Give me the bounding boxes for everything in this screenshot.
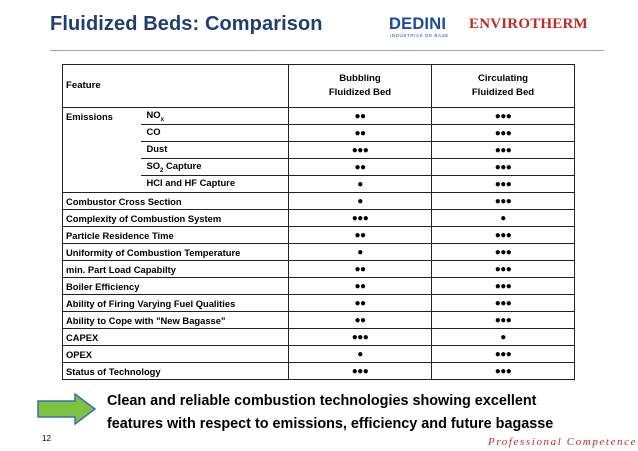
header-circulating-line1: Circulating (477, 73, 529, 84)
table-row (63, 176, 575, 193)
header-bubbling-line2: Fluidized Bed (328, 87, 392, 98)
rating-circulating: ●●● (432, 176, 575, 193)
rating-bubbling: ● (289, 193, 432, 210)
rating-circulating: ● (432, 210, 575, 227)
rating-circulating: ●●● (432, 125, 575, 142)
rating-bubbling: ●●● (289, 142, 432, 159)
rating-bubbling: ●●● (289, 210, 432, 227)
rating-bubbling: ●● (289, 295, 432, 312)
table-row (63, 329, 575, 346)
feature-label: Uniformity of Combustion Temperature (63, 244, 289, 261)
table-row (63, 125, 575, 142)
rating-circulating: ●●● (432, 108, 575, 125)
table-row (63, 278, 575, 295)
rating-circulating: ●●● (432, 363, 575, 380)
emissions-category-cont (63, 159, 141, 176)
rating-circulating: ●●● (432, 142, 575, 159)
rating-circulating: ●●● (432, 312, 575, 329)
rating-bubbling: ●● (289, 227, 432, 244)
table-row (63, 295, 575, 312)
conclusion-line-2: features with respect to emissions, efficiency and future bagasse (107, 416, 554, 432)
table-row (63, 142, 575, 159)
table-row (63, 363, 575, 380)
footer-tagline: Professional Competence (488, 436, 638, 448)
company-logo (389, 15, 604, 43)
header-bubbling-line1: Bubbling (339, 73, 381, 84)
feature-label: Complexity of Combustion System (63, 210, 289, 227)
feature-label: Ability to Cope with "New Bagasse" (63, 312, 289, 329)
table-row (63, 193, 575, 210)
emission-subfeature: $NO_x$ (141, 108, 289, 125)
emissions-category-cont (63, 142, 141, 159)
table-row (63, 108, 575, 125)
rating-circulating: ●●● (432, 159, 575, 176)
logo-subtitle: INDÚSTRIAS DE BASE (390, 33, 449, 38)
table-row (63, 210, 575, 227)
feature-label: Particle Residence Time (63, 227, 289, 244)
header-feature: Feature (63, 65, 289, 108)
rating-bubbling: ●●● (289, 329, 432, 346)
table-row (63, 261, 575, 278)
rating-bubbling: ●● (289, 261, 432, 278)
rating-bubbling: ● (289, 244, 432, 261)
feature-label: Status of Technology (63, 363, 289, 380)
rating-bubbling: ●● (289, 108, 432, 125)
rating-bubbling: ●● (289, 278, 432, 295)
rating-circulating: ●●● (432, 193, 575, 210)
emissions-category-cont (63, 125, 141, 142)
comparison-table (62, 64, 575, 380)
rating-circulating: ●●● (432, 346, 575, 363)
table-row (63, 159, 575, 176)
emission-subfeature: HCl and HF Capture (141, 176, 289, 193)
rating-bubbling: ● (289, 346, 432, 363)
arrow-right-icon (37, 393, 97, 425)
feature-label: Ability of Firing Varying Fuel Qualities (63, 295, 289, 312)
emissions-category: Emissions (63, 108, 141, 125)
feature-label: CAPEX (63, 329, 289, 346)
feature-label: min. Part Load Capabilty (63, 261, 289, 278)
conclusion-line-1: Clean and reliable combustion technologies showing excellent (107, 393, 537, 409)
logo-primary: DEDINI (389, 15, 447, 33)
feature-label: Boiler Efficiency (63, 278, 289, 295)
table-header-row (63, 65, 575, 108)
feature-label: OPEX (63, 346, 289, 363)
rating-circulating: ● (432, 329, 575, 346)
rating-circulating: ●●● (432, 295, 575, 312)
emission-subfeature: $SO_2$ Capture (141, 159, 289, 176)
emission-subfeature: Dust (141, 142, 289, 159)
feature-label: Combustor Cross Section (63, 193, 289, 210)
rating-circulating: ●●● (432, 244, 575, 261)
header-bubbling (289, 65, 432, 108)
table-row (63, 312, 575, 329)
rating-bubbling: ●● (289, 159, 432, 176)
rating-bubbling: ● (289, 176, 432, 193)
conclusion-text (107, 390, 597, 436)
rating-circulating: ●●● (432, 261, 575, 278)
logo-secondary: ENVIROTHERM (469, 16, 588, 32)
rating-bubbling: ●● (289, 125, 432, 142)
table-row (63, 346, 575, 363)
header-circulating (432, 65, 575, 108)
slide-title: Fluidized Beds: Comparison (50, 13, 323, 35)
table-row (63, 227, 575, 244)
rating-circulating: ●●● (432, 278, 575, 295)
emission-subfeature: CO (141, 125, 289, 142)
rating-bubbling: ●● (289, 312, 432, 329)
table-row (63, 244, 575, 261)
rating-circulating: ●●● (432, 227, 575, 244)
rating-bubbling: ●●● (289, 363, 432, 380)
title-divider (50, 50, 604, 51)
page-number: 12 (42, 434, 51, 443)
header-circulating-line2: Fluidized Bed (471, 87, 535, 98)
emissions-category-cont (63, 176, 141, 193)
